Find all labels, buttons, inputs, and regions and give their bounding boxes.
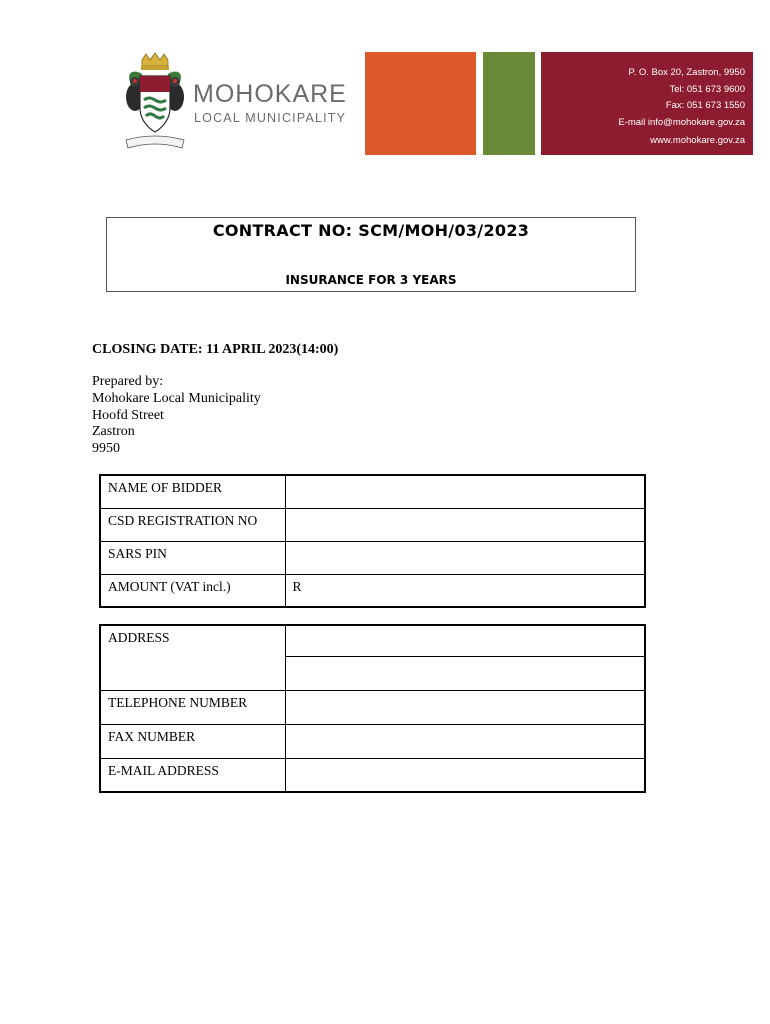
telephone-field[interactable] (285, 690, 645, 724)
contact-telephone: Tel: 051 673 9600 (669, 83, 745, 95)
address-field[interactable] (285, 625, 645, 690)
letterhead-contact-band (541, 52, 753, 155)
address-label: ADDRESS (100, 625, 285, 690)
table-row (100, 724, 645, 758)
logo-subtitle: LOCAL MUNICIPALITY (194, 111, 347, 125)
contact-address: P. O. Box 20, Zastron, 9950 (628, 67, 745, 78)
contact-details-table (99, 624, 646, 793)
fax-label: FAX NUMBER (100, 724, 285, 758)
prepared-by-line: Zastron (92, 424, 135, 440)
prepared-by-line: Hoofd Street (92, 407, 164, 423)
csd-registration-label: CSD REGISTRATION NO (100, 508, 285, 541)
contact-fax: Fax: 051 673 1550 (665, 100, 745, 111)
contract-number: CONTRACT NO: SCM/MOH/03/2023 (212, 221, 530, 240)
table-row (100, 574, 645, 607)
contact-email: E-mail info@mohokare.gov.za (618, 116, 745, 128)
contact-website: www.mohokare.gov.za (650, 135, 745, 146)
table-row (100, 475, 645, 508)
bidder-name-label: NAME OF BIDDER (100, 475, 285, 508)
municipality-logo (122, 52, 352, 157)
letterhead-orange-band (365, 52, 476, 155)
bidder-details-table (99, 474, 646, 608)
letterhead-green-band (483, 52, 535, 155)
contract-subject: INSURANCE FOR 3 YEARS (285, 273, 457, 287)
coat-of-arms-icon (122, 52, 188, 156)
fax-field[interactable] (285, 724, 645, 758)
prepared-by-line: 9950 (92, 441, 120, 457)
amount-label: AMOUNT (VAT incl.) (100, 574, 285, 607)
prepared-by-label: Prepared by: (92, 374, 164, 389)
table-row (100, 625, 645, 690)
prepared-by-block (92, 374, 261, 458)
contract-title-box (106, 217, 636, 292)
email-label: E-MAIL ADDRESS (100, 758, 285, 792)
table-row (100, 690, 645, 724)
bidder-name-field[interactable] (285, 475, 645, 508)
contact-details (618, 65, 745, 150)
sars-pin-field[interactable] (285, 541, 645, 574)
logo-name: MOHOKARE (193, 80, 347, 108)
telephone-label: TELEPHONE NUMBER (100, 690, 285, 724)
email-field[interactable] (285, 758, 645, 792)
closing-date: CLOSING DATE: 11 APRIL 2023(14:00) (92, 342, 339, 357)
prepared-by-line: Mohokare Local Municipality (92, 390, 261, 406)
table-row (100, 541, 645, 574)
table-row (100, 508, 645, 541)
amount-field[interactable]: R (285, 574, 645, 607)
address-line-1[interactable] (286, 626, 645, 657)
sars-pin-label: SARS PIN (100, 541, 285, 574)
csd-registration-field[interactable] (285, 508, 645, 541)
table-row (100, 758, 645, 792)
